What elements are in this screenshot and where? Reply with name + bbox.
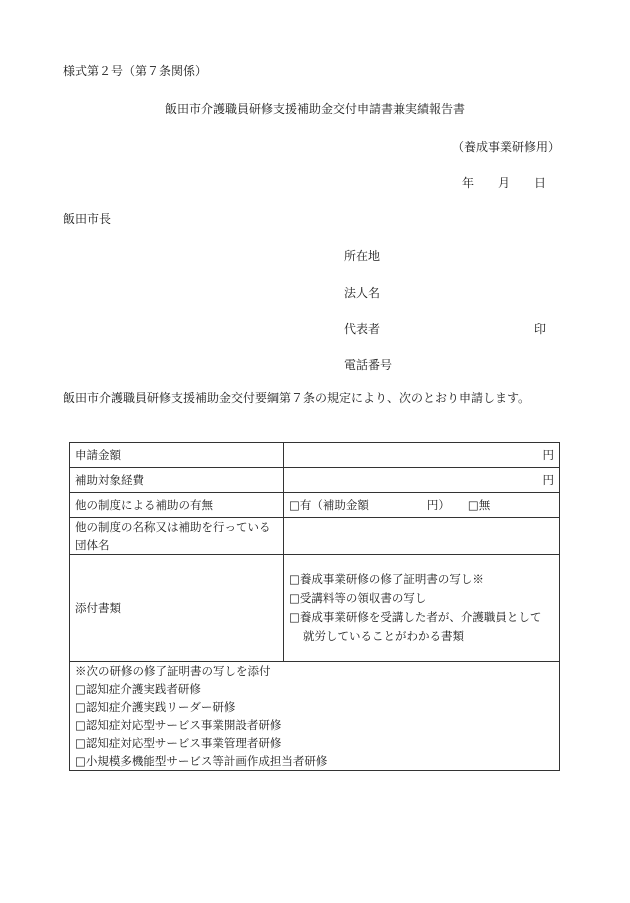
training-checkbox-planner[interactable]: □小規模多機能型サービス等計画作成担当者研修 bbox=[75, 754, 328, 768]
training-note-cell bbox=[70, 662, 560, 771]
table-row bbox=[70, 518, 560, 555]
form-number: 様式第２号（第７条関係） bbox=[63, 64, 208, 78]
eligible-expense-label: 補助対象経費 bbox=[70, 468, 284, 493]
training-note-heading: ※次の研修の修了証明書の写しを添付 bbox=[75, 664, 271, 678]
other-system-name-label bbox=[70, 518, 284, 555]
yen-unit: 円 bbox=[542, 473, 554, 487]
eligible-expense-field[interactable] bbox=[284, 468, 560, 493]
document-title: 飯田市介護職員研修支援補助金交付申請書兼実績報告書 bbox=[164, 102, 465, 116]
other-subsidy-label: 他の制度による補助の有無 bbox=[70, 493, 284, 518]
training-checkbox-practitioner[interactable]: □認知症介護実践者研修 bbox=[75, 682, 201, 696]
date-day-label: 日 bbox=[533, 176, 546, 190]
date-line bbox=[462, 174, 546, 191]
date-year-label: 年 bbox=[461, 176, 474, 190]
attachment-employment-continuation: 就労していることがわかる書類 bbox=[303, 629, 464, 643]
application-amount-label: 申請金額 bbox=[70, 443, 284, 468]
other-subsidy-field[interactable] bbox=[284, 493, 560, 518]
application-statement: 飯田市介護職員研修支援補助金交付要綱第７条の規定により、次のとおり申請します。 bbox=[63, 391, 531, 405]
corporation-name-label: 法人名 bbox=[344, 286, 381, 300]
table-row bbox=[70, 443, 560, 468]
subsidy-no-checkbox[interactable]: □無 bbox=[467, 498, 491, 512]
other-system-name-label-line1: 他の制度の名称又は補助を行っている bbox=[75, 520, 271, 534]
phone-label: 電話番号 bbox=[344, 358, 393, 372]
subsidy-yen-close: 円） bbox=[426, 498, 450, 512]
training-checkbox-founder[interactable]: □認知症対応型サービス事業開設者研修 bbox=[75, 718, 282, 732]
seal-mark: 印 bbox=[534, 322, 547, 336]
application-amount-field[interactable] bbox=[284, 443, 560, 468]
attachment-checkbox-receipt[interactable]: □受講料等の領収書の写し bbox=[289, 591, 427, 605]
attachments-field bbox=[284, 555, 560, 662]
table-row bbox=[70, 555, 560, 662]
addressee: 飯田市長 bbox=[63, 212, 112, 226]
other-system-name-field[interactable] bbox=[284, 518, 560, 555]
other-system-name-label-line2: 団体名 bbox=[75, 538, 110, 552]
table-row bbox=[70, 468, 560, 493]
training-checkbox-manager[interactable]: □認知症対応型サービス事業管理者研修 bbox=[75, 736, 282, 750]
table-row bbox=[70, 493, 560, 518]
address-label: 所在地 bbox=[344, 249, 381, 263]
attachment-checkbox-employment[interactable]: □養成事業研修を受講した者が、介護職員として bbox=[289, 610, 542, 624]
attachment-checkbox-certificate[interactable]: □養成事業研修の修了証明書の写し※ bbox=[289, 572, 484, 586]
use-type-label: （養成事業研修用） bbox=[451, 140, 560, 154]
subsidy-yes-checkbox[interactable]: □有（補助金額 bbox=[289, 498, 369, 512]
date-month-label: 月 bbox=[497, 176, 510, 190]
representative-label: 代表者 bbox=[344, 322, 381, 336]
table-row bbox=[70, 662, 560, 771]
training-checkbox-leader[interactable]: □認知症介護実践リーダー研修 bbox=[75, 700, 236, 714]
attachments-label: 添付書類 bbox=[70, 555, 284, 662]
application-table bbox=[69, 442, 560, 771]
yen-unit: 円 bbox=[542, 448, 554, 462]
